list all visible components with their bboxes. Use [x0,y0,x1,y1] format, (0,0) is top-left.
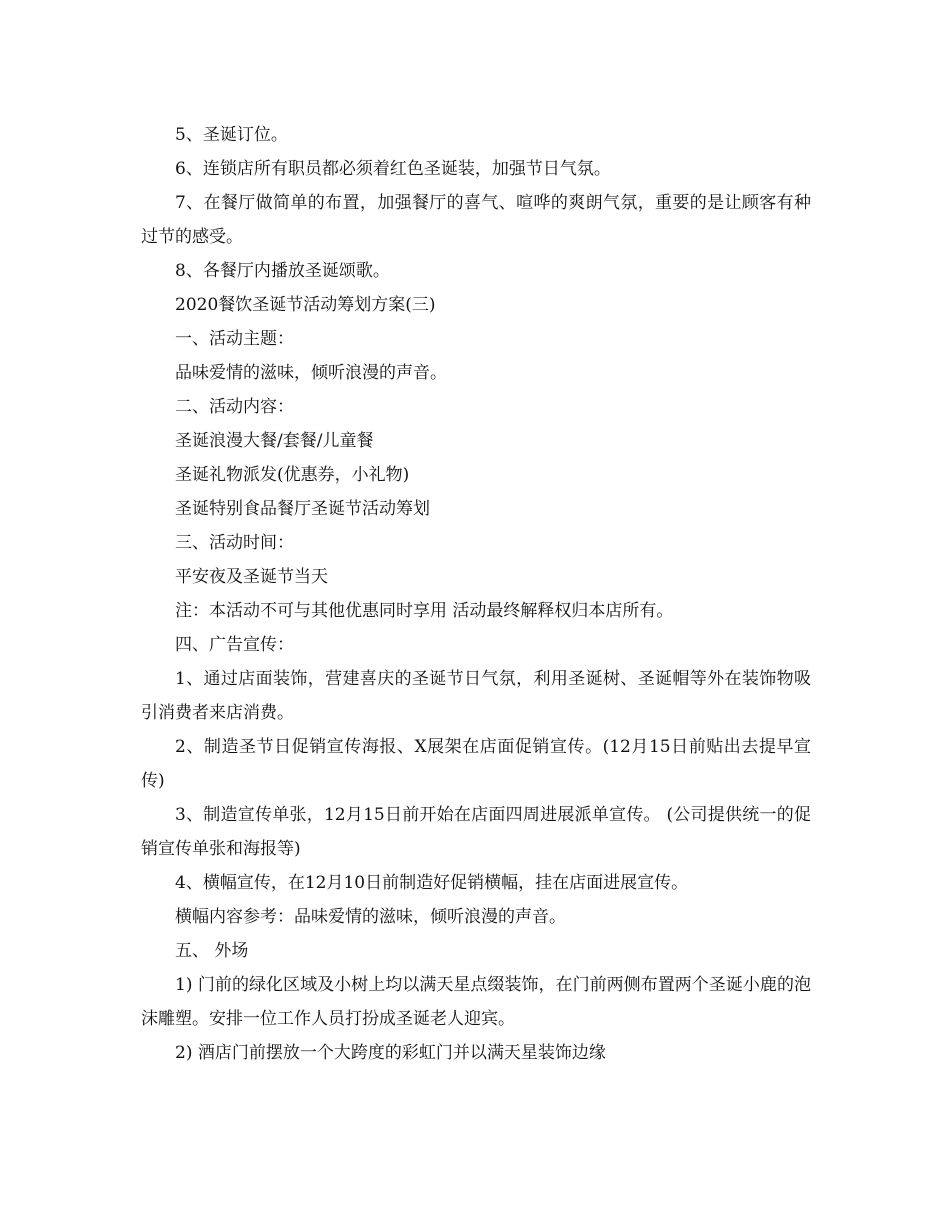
paragraph-outdoor-1: 1) 门前的绿化区域及小树上均以满天星点缀装饰，在门前两侧布置两个圣诞小鹿的泡沫雕塑。安排一位工作人员打扮成圣诞老人迎宾。 [141,975,811,1029]
heading-advertising: 四、广告宣传： [175,635,294,655]
paragraph-content-3: 圣诞特别食品餐厅圣诞节活动筹划 [175,499,430,519]
paragraph-content-2: 圣诞礼物派发(优惠券，小礼物) [175,465,410,485]
paragraph-ad-2: 2、制造圣节日促销宣传海报、X展架在店面促销宣传。(12月15日前贴出去提早宣传) [141,737,811,791]
section-title: 2020餐饮圣诞节活动筹划方案(三) [175,295,436,315]
paragraph-3: 7、在餐厅做简单的布置，加强餐厅的喜气、喧哗的爽朗气氛，重要的是让顾客有种过节的感受。 [141,193,811,247]
paragraph-time: 平安夜及圣诞节当天 [175,567,328,587]
paragraph-4: 8、各餐厅内播放圣诞颂歌。 [175,261,390,281]
heading-content: 二、活动内容： [175,397,294,417]
paragraph-ad-1: 1、通过店面装饰，营建喜庆的圣诞节日气氛，利用圣诞树、圣诞帽等外在装饰物吸引消费者来店消费。 [141,669,811,723]
heading-theme: 一、活动主题： [175,329,294,349]
paragraph-outdoor-2: 2) 酒店门前摆放一个大跨度的彩虹门并以满天星装饰边缘 [175,1043,606,1063]
paragraph-2: 6、连锁店所有职员都必须着红色圣诞装，加强节日气氛。 [175,159,611,179]
document-body [141,118,811,1070]
paragraph-note: 注：本活动不可与其他优惠同时享用 活动最终解释权归本店所有。 [175,601,674,621]
paragraph-content-1: 圣诞浪漫大餐/套餐/儿童餐 [175,431,374,451]
heading-time: 三、活动时间： [175,533,294,553]
paragraph-ad-4: 4、横幅宣传，在12月10日前制造好促销横幅，挂在店面进展宣传。 [175,873,689,893]
heading-outdoor: 五、 外场 [175,941,249,961]
paragraph-1: 5、圣诞订位。 [175,125,288,145]
paragraph-theme: 品味爱情的滋味，倾听浪漫的声音。 [175,363,447,383]
paragraph-ad-3: 3、制造宣传单张，12月15日前开始在店面四周进展派单宣传。 (公司提供统一的促销宣传单张和海报等) [141,805,811,859]
paragraph-banner: 横幅内容参考：品味爱情的滋味，倾听浪漫的声音。 [175,907,566,927]
